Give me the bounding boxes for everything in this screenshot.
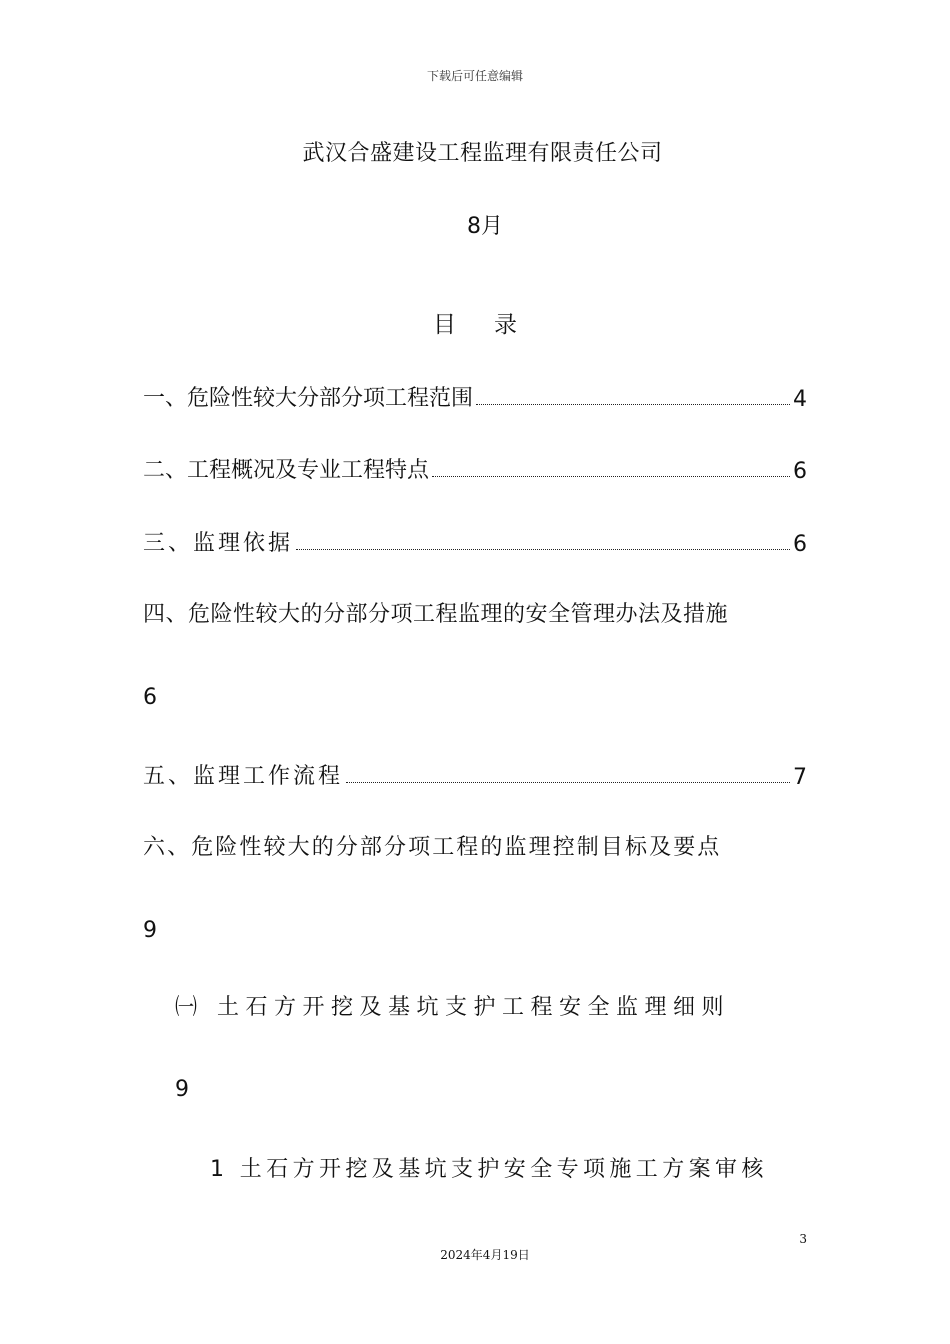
toc-entry-page: 9 bbox=[143, 918, 157, 943]
toc-entry-label: 五、监理工作流程 bbox=[143, 764, 344, 789]
toc-entry-label[interactable]: ㈠ 土石方开挖及基坑支护工程安全监理细则 bbox=[175, 995, 730, 1020]
company-name: 武汉合盛建设工程监理有限责任公司 bbox=[302, 141, 663, 166]
toc-entry[interactable] bbox=[143, 450, 807, 484]
toc-entry-label[interactable]: 1 土石方开挖及基坑支护安全专项施工方案审核 bbox=[210, 1157, 768, 1182]
toc-entry-label: 二、工程概况及专业工程特点 bbox=[143, 458, 430, 483]
document-month: 8月 bbox=[467, 214, 503, 239]
toc-entry-label: 三、监理依据 bbox=[143, 531, 294, 556]
toc-entry-label[interactable]: 四、危险性较大的分部分项工程监理的安全管理办法及措施 bbox=[143, 602, 729, 627]
toc-entry-page: 6 bbox=[143, 685, 157, 710]
footer-page-number: 3 bbox=[799, 1232, 807, 1246]
header-note: 下载后可任意编辑 bbox=[426, 69, 523, 83]
toc-entry-page: 6 bbox=[793, 459, 807, 484]
toc-leader bbox=[476, 404, 790, 405]
toc-entry[interactable] bbox=[143, 756, 807, 790]
toc-title: 目录 bbox=[433, 312, 555, 338]
toc-leader bbox=[296, 549, 790, 550]
toc-entry-page: 7 bbox=[793, 765, 807, 790]
toc-entry-label[interactable]: 六、危险性较大的分部分项工程的监理控制目标及要点 bbox=[143, 835, 722, 860]
toc-entry-page: 6 bbox=[793, 532, 807, 557]
footer-date: 2024年4月19日 bbox=[440, 1248, 530, 1262]
toc-entry-label: 一、危险性较大分部分项工程范围 bbox=[143, 386, 474, 411]
toc-entry[interactable] bbox=[143, 378, 807, 412]
toc-leader bbox=[432, 476, 790, 477]
toc-entry-page: 4 bbox=[793, 387, 807, 412]
toc-entry-page: 9 bbox=[175, 1077, 189, 1102]
toc-entry[interactable] bbox=[143, 523, 807, 557]
toc-leader bbox=[346, 782, 790, 783]
